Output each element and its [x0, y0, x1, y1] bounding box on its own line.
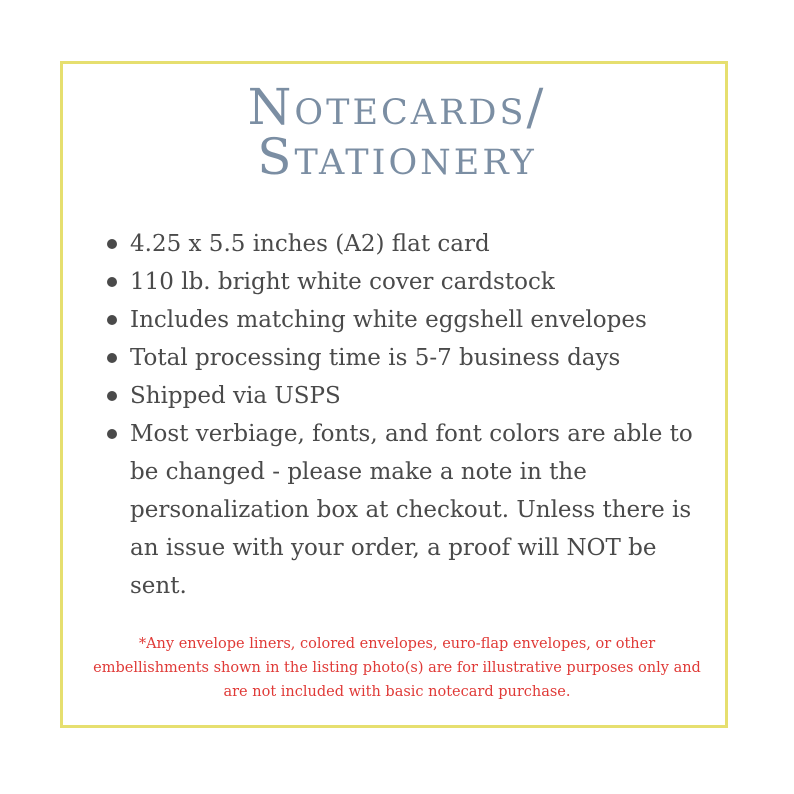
title-line-2: Stationery — [257, 128, 537, 186]
list-item — [100, 301, 720, 339]
list-item — [100, 339, 720, 377]
bullet-icon — [107, 391, 117, 401]
list-item — [100, 225, 720, 263]
bullet-icon — [107, 315, 117, 325]
page-title — [0, 78, 794, 186]
list-item-text: 110 lb. bright white cover cardstock — [130, 269, 555, 295]
list-item-text: Most verbiage, fonts, and font colors are able to be changed - please make a note in the personalization box at checkout. Unless there is an issue with your order, a proof will NOT be sent. — [130, 421, 693, 599]
list-item — [100, 263, 720, 301]
bullet-icon — [107, 277, 117, 287]
disclaimer-footnote: *Any envelope liners, colored envelopes, euro-flap envelopes, or other embellishments shown in the listing photo(s) are for illustrative purposes only and are not included with basic notecard purchase. — [93, 636, 701, 700]
bullet-icon — [107, 353, 117, 363]
list-item-text: 4.25 x 5.5 inches (A2) flat card — [130, 231, 490, 257]
list-item — [100, 377, 720, 415]
bullet-icon — [107, 239, 117, 249]
feature-list — [100, 225, 720, 605]
list-item-text: Shipped via USPS — [130, 383, 341, 409]
list-item-text: Includes matching white eggshell envelopes — [130, 307, 647, 333]
bullet-icon — [107, 429, 117, 439]
title-line-1: Notecards/ — [247, 78, 547, 136]
list-item-text: Total processing time is 5-7 business days — [130, 345, 621, 371]
list-item — [100, 415, 720, 605]
